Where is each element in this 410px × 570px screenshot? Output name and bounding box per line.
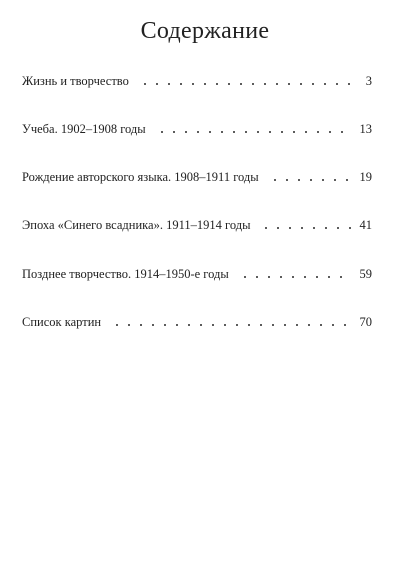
toc-entry-page-number: 19 (359, 170, 372, 184)
toc-entry (22, 168, 372, 186)
toc-entry-label: Позднее творчество. 1914–1950-е годы (22, 267, 229, 281)
toc-entry-label: Эпоха «Синего всадника». 1911–1914 годы (22, 218, 251, 232)
toc-entry (22, 72, 372, 90)
toc-dot-leader (156, 131, 352, 133)
toc-entry-page-number: 70 (359, 315, 372, 329)
toc-dot-leader (269, 179, 352, 181)
toc-dot-leader (111, 324, 351, 326)
toc-entry-page-number: 13 (359, 122, 372, 136)
toc-dot-leader (139, 83, 352, 85)
toc-entry-page-number: 41 (359, 218, 372, 232)
toc-entry-label: Рождение авторского языка. 1908–1911 годы (22, 170, 259, 184)
toc-entry (22, 265, 372, 283)
toc-entry-label: Список картин (22, 315, 102, 329)
page-title: Содержание (140, 18, 270, 44)
toc-entry (22, 120, 372, 138)
toc-entry-label: Жизнь и творчество (22, 74, 129, 88)
toc-dot-leader (260, 227, 351, 229)
toc-entry (22, 216, 372, 234)
toc-dot-leader (239, 276, 352, 278)
toc-entry-page-number: 3 (365, 74, 372, 88)
toc-entry (22, 313, 372, 331)
toc-entry-label: Учеба. 1902–1908 годы (22, 122, 146, 136)
toc-entry-page-number: 59 (359, 267, 372, 281)
